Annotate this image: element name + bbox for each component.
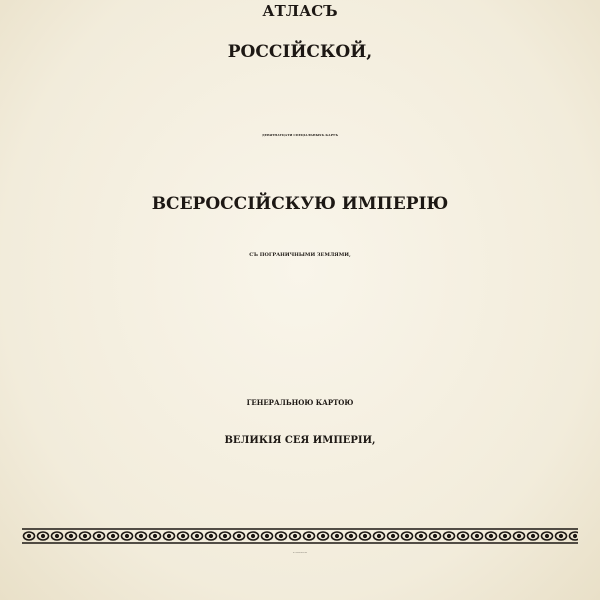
ornament-dot [420,535,423,538]
ornament-dot [70,535,73,538]
ornament-dot [336,535,339,538]
ornament-dot [182,535,185,538]
ornament-dot [224,535,227,538]
ornament-dot [350,535,353,538]
ornamental-divider [22,527,578,545]
ornament-dot [518,535,521,538]
ornament-dot [378,535,381,538]
ornament-dot [462,535,465,538]
ornament-dot [266,535,269,538]
ornament-dot [322,535,325,538]
ornament-dot [140,535,143,538]
subtitle-line-nineteen-maps: ДЕВЯТНАТЦАТИ СПЕЦІАЛЬНЫХЪ КАРТЪ [262,133,338,137]
ornament-dot [406,535,409,538]
ornament-dot [490,535,493,538]
ornament-dot [294,535,297,538]
subtitle-line-great-empire: ВЕЛИКІЯ СЕЯ ИМПЕРІИ, [224,435,376,446]
ornament-dot [168,535,171,538]
ornament-dot [196,535,199,538]
ornament-dot [98,535,101,538]
heading-line-empire: ВСЕРОССІЙСКУЮ ИМПЕРІЮ [151,194,449,214]
ornament-dot [364,535,367,538]
subtitle-line-general-map: ГЕНЕРАЛЬНОЮ КАРТОЮ [246,398,354,407]
title-line-atlas: АТЛАСЪ [262,2,338,20]
ornament-dot [252,535,255,538]
ornament-dot [504,535,507,538]
ornament-dot [238,535,241,538]
ornament-dot [308,535,311,538]
ornament-chain [24,532,579,540]
ornament-dot [280,535,283,538]
ornament-dot [112,535,115,538]
ornament-dot [392,535,395,538]
imprint-city: ВЪ САНКТПЕТЕРБУРГѢ [292,553,308,554]
ornament-dot [546,535,549,538]
ornament-dot [210,535,213,538]
ornament-dot [560,535,563,538]
title-line-rossiyskoy: РОССІЙСКОЙ, [227,42,373,62]
ornament-dot [532,535,535,538]
ornament-dot [126,535,129,538]
subtitle-line-border-lands: СЪ ПОГРАНИЧНЫМИ ЗЕМЛЯМИ, [249,252,351,258]
ornament-dot [476,535,479,538]
ornament-dot [434,535,437,538]
ornament-dot [56,535,59,538]
ornament-dot [28,535,31,538]
ornament-dot [448,535,451,538]
ornament-dot [84,535,87,538]
ornament-dot [154,535,157,538]
ornament-dot [42,535,45,538]
ornament-dot [574,535,577,538]
